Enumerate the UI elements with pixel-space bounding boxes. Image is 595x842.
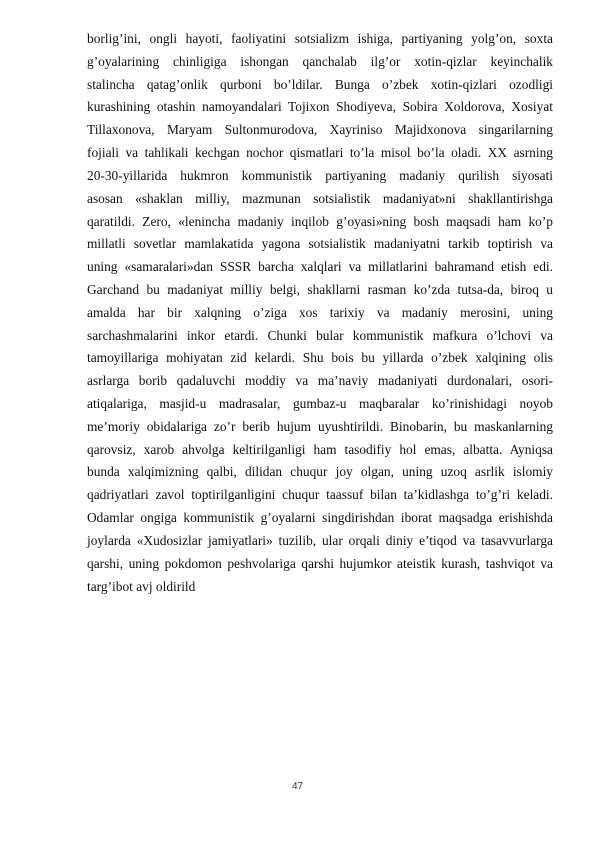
text-line: borlig’ini, ongli hayoti, faoliyatini sotsializm ishiga, partiyaning yolg’on, soxta [87, 31, 553, 46]
page-number: 47 [291, 781, 304, 792]
text-line: qarshi, uning pokdomon peshvolariga qarshi hujumkor ateistik kurash, tashviqot va [87, 555, 553, 571]
text-line: fojiali va tahlikali kechgan nochor qismatlari to’la misol bo’la oladi. XX asrning [87, 145, 553, 161]
text-line: amalda har bir xalqning o’ziga xos tarixiy va madaniy merosini, uning [87, 304, 553, 320]
text-line: stalincha qatag’onlik qurboni bo’ldilar. Bunga o’zbek xotin-qizlari ozodligi [87, 76, 553, 92]
text-line: qadriyatlari zavol toptirilganligini chuqur taassuf bilan ta’kidlashga to’g’ri keladi. [87, 487, 553, 503]
text-line: Garchand bu madaniyat milliy belgi, shakllarni rasman ko’zda tutsa-da, biroq u [87, 281, 553, 297]
text-line: bunda xalqimizning qalbi, dilidan chuqur joy olgan, uning uzoq asrlik islomiy [87, 464, 553, 480]
text-line: Odamlar ongiga kommunistik g’oyalarni singdirishdan iborat maqsadga erishishda [87, 510, 553, 526]
text-line: uning «samaralari»dan SSSR barcha xalqlari va millatlarini bahramand etish edi. [87, 259, 553, 275]
text-line: asosan «shaklan milliy, mazmunan sotsialistik madaniyat»ni shakllantirishga [87, 190, 553, 206]
text-line: tamoyillariga mohiyatan zid kelardi. Shu bois bu yillarda o’zbek xalqining olis [87, 350, 553, 366]
text-line: qarovsiz, xarob ahvolga keltirilganligi ham tasodifiy hol emas, albatta. Ayniqsa [87, 441, 553, 457]
text-line: atiqalariga, masjid-u madrasalar, gumbaz-u maqbaralar ko’rinishidagi noyob [87, 396, 553, 411]
text-line: sarchashmalarini inkor etardi. Chunki bular kommunistik mafkura o’lchovi va [87, 327, 553, 343]
text-line: kurashining otashin namoyandalari Tojixon Shodiyeva, Sobira Xoldorova, Xosiyat [87, 99, 553, 115]
text-line-last: targ’ibot avj oldirild [87, 578, 196, 594]
text-line: 20-30-yillarida hukmron kommunistik partiyaning madaniy qurilish siyosati [87, 167, 553, 183]
body-text [87, 28, 553, 598]
text-line: asrlarga borib qadaluvchi moddiy va ma’naviy madaniyati durdonalari, osori- [87, 373, 553, 389]
text-line: joylarda «Xudosizlar jamiyatlari» tuzilib, ular orqali diniy e’tiqod va tasavvurlarga [87, 532, 553, 548]
text-line: g’oyalarining chinligiga ishongan qanchalab ilg’or xotin-qizlar keyinchalik [87, 53, 553, 69]
text-line: me’moriy obidalariga zo’r berib hujum uyushtirildi. Binobarin, bu maskanlarning [87, 418, 553, 434]
text-line: qaratildi. Zero, «lenincha madaniy inqilob g’oyasi»ning bosh maqsadi ham ko’p [87, 213, 553, 229]
text-line: Tillaxonova, Maryam Sultonmurodova, Xayriniso Majidxonova singarilarning [87, 122, 553, 138]
text-line: millatli sovetlar mamlakatida yagona sotsialistik madaniyatni tarkib toptirish va [87, 236, 553, 252]
